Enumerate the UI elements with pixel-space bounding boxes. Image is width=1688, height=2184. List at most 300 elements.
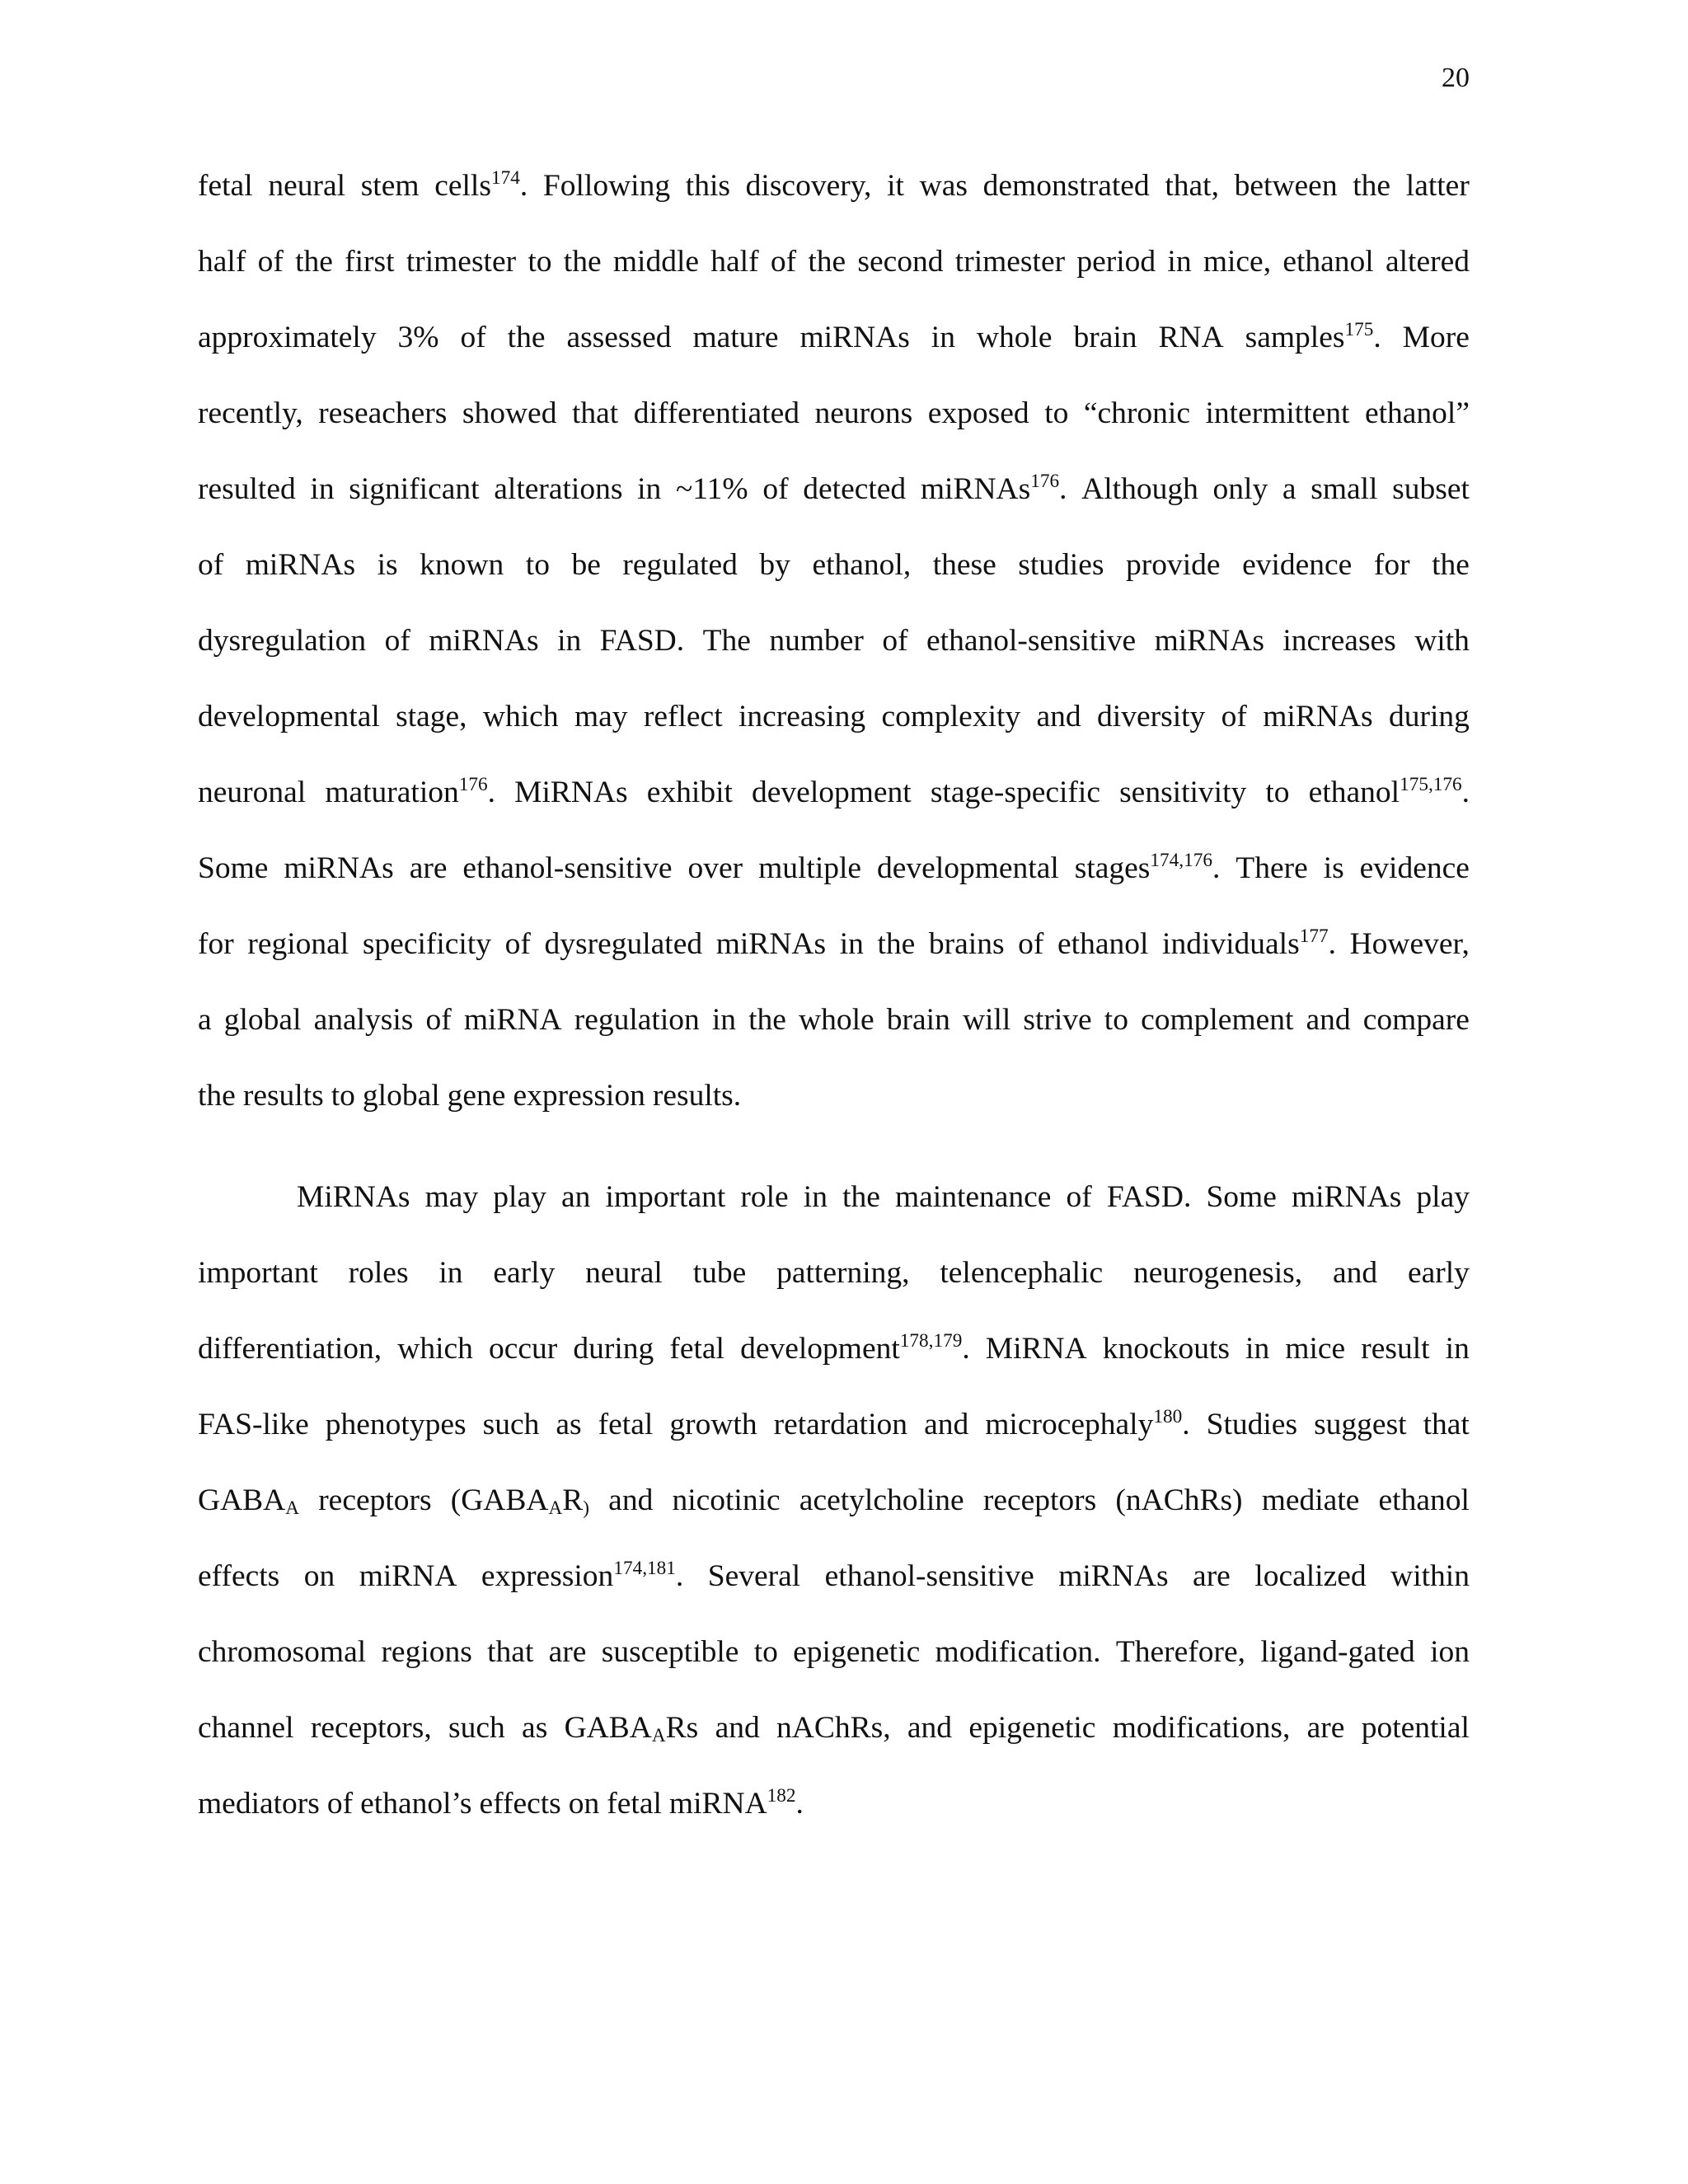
word: roles [348, 1256, 409, 1290]
word: expression$^{174,181}$. [481, 1557, 684, 1593]
word: the [808, 245, 846, 279]
word: Therefore, [1115, 1635, 1246, 1669]
word: is [1323, 851, 1344, 885]
word: brain [886, 1003, 950, 1037]
word: exhibit [646, 776, 733, 809]
word: altered [1385, 245, 1470, 279]
word: to [1104, 1003, 1128, 1037]
word: ethanol [1282, 245, 1374, 279]
word: regulated [622, 548, 738, 582]
text-line [198, 1690, 1470, 1766]
word: these [932, 548, 996, 582]
word: are [548, 1635, 587, 1669]
word: cells$^{174}$. [434, 166, 528, 203]
word: within [1390, 1559, 1470, 1593]
word: was [919, 169, 968, 203]
word: that [487, 1635, 534, 1669]
word: of [770, 245, 797, 279]
word: nicotinic [672, 1483, 781, 1517]
word: over [687, 851, 743, 885]
word: Studies [1206, 1408, 1298, 1441]
word: $GABA_A$ [198, 1483, 300, 1520]
word: There [1236, 851, 1308, 885]
word: developmental [198, 700, 380, 733]
word: results [242, 1079, 324, 1113]
word: play [493, 1180, 546, 1214]
text-line [198, 376, 1470, 452]
citation-superscript: 174 [490, 166, 520, 189]
word: intermittent [1205, 396, 1350, 430]
word: ethanol” [1364, 396, 1470, 430]
text-line [198, 1387, 1470, 1463]
word: increasing [738, 700, 866, 733]
word: modification. [935, 1635, 1101, 1669]
word: ethanol$^{175,176}$. [1308, 773, 1470, 809]
word: latter [1405, 169, 1470, 203]
word: period [1076, 245, 1156, 279]
word: complexity [881, 700, 1021, 733]
word: miRNAs [1058, 1559, 1169, 1593]
word: by [759, 548, 790, 582]
word: in [557, 624, 582, 658]
word: in [438, 1256, 463, 1290]
word: which [482, 700, 559, 733]
word: whole [976, 321, 1053, 354]
word: small [1311, 472, 1378, 506]
word: neurons [814, 396, 913, 430]
word: 3% [397, 321, 439, 354]
word: may [574, 700, 628, 733]
word: to [1044, 396, 1069, 430]
text-line [198, 1235, 1470, 1311]
word: miRNA [359, 1559, 457, 1593]
word: half [710, 245, 759, 279]
word: and [715, 1711, 760, 1745]
word: middle [612, 245, 700, 279]
word: receptors, [310, 1711, 432, 1745]
word: maturation$^{176}$. [325, 773, 496, 809]
word: and [1332, 1256, 1378, 1290]
word: the [507, 321, 546, 354]
word: dysregulated [544, 927, 703, 961]
word: ethanol’s [360, 1787, 472, 1821]
word: “chronic [1083, 396, 1190, 430]
word: brains [928, 927, 1005, 961]
word: the [1432, 548, 1470, 582]
word: on [303, 1559, 335, 1593]
word: the [563, 245, 602, 279]
word: of [504, 927, 531, 961]
word: development$^{178,179}$. [740, 1329, 970, 1366]
word: in [1167, 245, 1192, 279]
word: differentiation, [198, 1332, 382, 1366]
word: assessed [566, 321, 672, 354]
word: nAChRs, [776, 1711, 891, 1745]
word: stage-specific [930, 776, 1100, 809]
word: fetal [198, 169, 253, 203]
citation-superscript: 180 [1153, 1405, 1183, 1427]
word: stages$^{174,176}$. [1074, 849, 1221, 885]
word: in [1445, 1332, 1470, 1366]
word: stage, [396, 700, 467, 733]
word: of [1066, 1180, 1092, 1214]
word: chromosomal [198, 1635, 367, 1669]
word: dysregulation [198, 624, 367, 658]
word: in [637, 472, 662, 506]
word: miRNAs [245, 548, 356, 582]
word: regional [247, 927, 349, 961]
citation-superscript: 174,176 [1150, 849, 1212, 871]
word: to [753, 1635, 778, 1669]
word: play [1416, 1180, 1470, 1214]
word: miRNAs [429, 624, 539, 658]
word: that, [1165, 169, 1219, 203]
citation-superscript: 182 [767, 1784, 796, 1807]
word: development [752, 776, 912, 809]
word: effects [198, 1559, 280, 1593]
citation-superscript: 176 [458, 773, 488, 795]
word: exposed [927, 396, 1029, 430]
word: on [568, 1787, 600, 1821]
word: showed [462, 396, 557, 430]
word: recently, [198, 396, 303, 430]
word: may [424, 1180, 479, 1214]
word: half [198, 245, 246, 279]
word: such [482, 1408, 540, 1441]
word: the [295, 245, 333, 279]
word: evidence [1359, 851, 1470, 885]
word: the [748, 1003, 786, 1037]
word: epigenetic [968, 1711, 1096, 1745]
word: and [924, 1408, 969, 1441]
word: growth [669, 1408, 757, 1441]
word: an [560, 1180, 591, 1214]
word: knockouts [1102, 1332, 1230, 1366]
word: in [931, 321, 955, 354]
word: Several [707, 1559, 801, 1593]
word: miRNA$^{182}$. [668, 1784, 804, 1821]
word: ethanol, [812, 548, 912, 582]
word: of [762, 472, 789, 506]
subscript: A [548, 1497, 563, 1520]
word: neuronal [198, 776, 307, 809]
word: results. [652, 1079, 742, 1113]
word: and [608, 1483, 654, 1517]
word: potential [1361, 1711, 1470, 1745]
word: differentiated [633, 396, 800, 430]
word: regulation [574, 1003, 700, 1037]
word: effects [479, 1787, 561, 1821]
word: gene [447, 1079, 506, 1113]
word: in [839, 927, 864, 961]
word: during [1388, 700, 1470, 733]
word: only [1212, 472, 1268, 506]
word: for [1373, 548, 1410, 582]
word: of [257, 245, 284, 279]
word: studies [1018, 548, 1104, 582]
word: ligand-gated [1260, 1635, 1415, 1669]
word: mediators [198, 1787, 320, 1821]
word: compare [1362, 1003, 1470, 1037]
word: are [409, 851, 448, 885]
word: ethanol-sensitive [462, 851, 673, 885]
word: samples$^{175}$. [1245, 318, 1381, 354]
word: stem [360, 169, 420, 203]
word: which [397, 1332, 473, 1366]
word: to [528, 245, 552, 279]
word: epigenetic [793, 1635, 921, 1669]
word: miRNAs$^{176}$. [920, 470, 1067, 506]
word: during [573, 1332, 654, 1366]
word: MiRNAs [297, 1180, 410, 1214]
word: mice [1285, 1332, 1346, 1366]
word: discovery, [745, 169, 872, 203]
word: to [1265, 776, 1290, 809]
word: neural [585, 1256, 663, 1290]
word: tube [692, 1256, 747, 1290]
word: individuals$^{177}$. [1162, 925, 1336, 961]
word: miRNAs [799, 321, 910, 354]
word: important [198, 1256, 318, 1290]
word: a [198, 1003, 212, 1037]
text-line [198, 527, 1470, 603]
word: number [769, 624, 864, 658]
citation-superscript: 176 [1030, 470, 1060, 492]
text-line [198, 1463, 1470, 1539]
text-line [198, 452, 1470, 527]
word: it [887, 169, 904, 203]
word: ethanol-sensitive [824, 1559, 1034, 1593]
word: this [685, 169, 730, 203]
word: demonstrated [982, 169, 1150, 203]
word: occur [489, 1332, 558, 1366]
word: global [223, 1003, 302, 1037]
word: miRNAs [284, 851, 394, 885]
word: first [345, 245, 395, 279]
word: diversity [1097, 700, 1206, 733]
word: multiple [758, 851, 862, 885]
word: localized [1254, 1559, 1367, 1593]
word: trimester [406, 245, 517, 279]
word: telencephalic [940, 1256, 1104, 1290]
word: for [198, 927, 234, 961]
word: global [362, 1079, 440, 1113]
word: neural [268, 169, 346, 203]
word: developmental [877, 851, 1059, 885]
word: miRNA [463, 1003, 562, 1037]
word: susceptible [601, 1635, 739, 1669]
word: and [907, 1711, 953, 1745]
word: resulted [198, 472, 296, 506]
word: is [377, 548, 398, 582]
word: brain [1073, 321, 1137, 354]
word: of [384, 624, 410, 658]
word: to [331, 1079, 355, 1113]
page-number: 20 [1442, 63, 1470, 93]
word: FASD. [1106, 1180, 1192, 1214]
word: the [1353, 169, 1391, 203]
word: receptors [318, 1483, 432, 1517]
word: miRNAs [1154, 624, 1264, 658]
word: reflect [643, 700, 723, 733]
word: such [448, 1711, 505, 1745]
word: acetylcholine [799, 1483, 964, 1517]
word: sensitivity [1119, 776, 1247, 809]
word: fetal [669, 1332, 724, 1366]
word: fetal [607, 1787, 662, 1821]
word: analysis [313, 1003, 414, 1037]
word: expression [513, 1079, 645, 1113]
text-line [198, 1615, 1470, 1690]
word: suggest [1314, 1408, 1407, 1441]
citation-superscript: 175 [1344, 318, 1374, 340]
text-line [198, 224, 1470, 300]
word: with [1414, 624, 1470, 658]
word: Some [198, 851, 269, 885]
word: of [882, 624, 908, 658]
word: More [1402, 321, 1470, 354]
word: phenotypes [325, 1408, 467, 1441]
word: of [425, 1003, 452, 1037]
word: a [1282, 472, 1296, 506]
word: receptors [982, 1483, 1097, 1517]
word: of [1018, 927, 1044, 961]
word: approximately [198, 321, 377, 354]
word: the [877, 927, 916, 961]
word: patterning, [776, 1256, 910, 1290]
body-paragraph-2 [198, 1160, 1470, 1842]
citation-superscript: 178,179 [899, 1329, 963, 1352]
word: mediate [1261, 1483, 1360, 1517]
text-line [198, 300, 1470, 376]
citation-superscript: 177 [1299, 925, 1329, 947]
word: miRNAs [715, 927, 827, 961]
subscript: A [285, 1497, 300, 1520]
word: significant [349, 472, 480, 506]
word: between [1234, 169, 1338, 203]
text-line [198, 603, 1470, 679]
word: that [571, 396, 619, 430]
word: ~11% [676, 472, 748, 506]
word: FASD. [599, 624, 685, 658]
word: RNA [1158, 321, 1224, 354]
subscript: A [651, 1725, 666, 1747]
word: early [1407, 1256, 1470, 1290]
text-line [198, 1539, 1470, 1615]
citation-superscript: 174,181 [613, 1557, 676, 1579]
word: channel [198, 1711, 294, 1745]
word: reseachers [318, 396, 448, 430]
word: ion [1430, 1635, 1470, 1669]
word: as [556, 1408, 582, 1441]
word: The [702, 624, 751, 658]
word: microcephaly$^{180}$. [985, 1405, 1190, 1441]
word: retardation [773, 1408, 908, 1441]
word: fetal [598, 1408, 654, 1441]
word: subset [1392, 472, 1470, 506]
word: FAS-like [198, 1408, 309, 1441]
text-line [198, 907, 1470, 982]
word: mature [692, 321, 779, 354]
word: be [571, 548, 601, 582]
text-line [198, 679, 1470, 755]
word: specificity [362, 927, 492, 961]
word: Following [542, 169, 671, 203]
word: regions [381, 1635, 472, 1669]
text-line [198, 755, 1470, 831]
word: strive [1023, 1003, 1092, 1037]
word: ethanol [1057, 927, 1149, 961]
word: However, [1349, 927, 1470, 961]
word: Some [1206, 1180, 1277, 1214]
word: MiRNAs [514, 776, 628, 809]
word: (nAChRs) [1115, 1483, 1243, 1517]
word: of [198, 548, 224, 582]
citation-superscript: 175,176 [1400, 773, 1462, 795]
text-line [198, 1058, 1470, 1134]
word: MiRNA [985, 1332, 1087, 1366]
word: mice, [1203, 245, 1272, 279]
word: modifications, [1112, 1711, 1291, 1745]
word: trimester [954, 245, 1066, 279]
text-line [198, 982, 1470, 1058]
word: the [198, 1079, 236, 1113]
word: result [1361, 1332, 1430, 1366]
text-line [198, 831, 1470, 907]
subscript: ) [583, 1497, 590, 1520]
word: $GABA_ARs$ [564, 1711, 699, 1747]
word: are [1306, 1711, 1345, 1745]
word: in [711, 1003, 737, 1037]
text-line [198, 1311, 1470, 1387]
word: important [605, 1180, 726, 1214]
word: known [420, 548, 504, 582]
word: in [803, 1180, 828, 1214]
word: ethanol [1378, 1483, 1470, 1517]
word: second [857, 245, 944, 279]
text-line [198, 1766, 1470, 1842]
word: ethanol-sensitive [926, 624, 1137, 658]
word: role [740, 1180, 789, 1214]
word: maintenance [894, 1180, 1052, 1214]
body-paragraph-1 [198, 148, 1470, 1134]
word: miRNAs [1291, 1180, 1402, 1214]
word: increases [1282, 624, 1396, 658]
word: the [842, 1180, 880, 1214]
word: whole [799, 1003, 874, 1037]
word: complement [1141, 1003, 1294, 1037]
word: in [310, 472, 335, 506]
word: of [326, 1787, 354, 1821]
word: of [460, 321, 486, 354]
word: are [1193, 1559, 1231, 1593]
word: that [1423, 1408, 1470, 1441]
word: Although [1081, 472, 1198, 506]
word: detected [803, 472, 907, 506]
word: of [1221, 700, 1247, 733]
word: neurogenesis, [1132, 1256, 1303, 1290]
word: will [962, 1003, 1011, 1037]
word: evidence [1242, 548, 1353, 582]
word: and [1036, 700, 1081, 733]
word: provide [1125, 548, 1221, 582]
word: in [1245, 1332, 1270, 1366]
text-line [198, 1160, 1470, 1235]
word: alterations [494, 472, 623, 506]
text-line [198, 148, 1470, 224]
word: ($GABA_AR_)$ [450, 1483, 590, 1520]
word: as [522, 1711, 548, 1745]
